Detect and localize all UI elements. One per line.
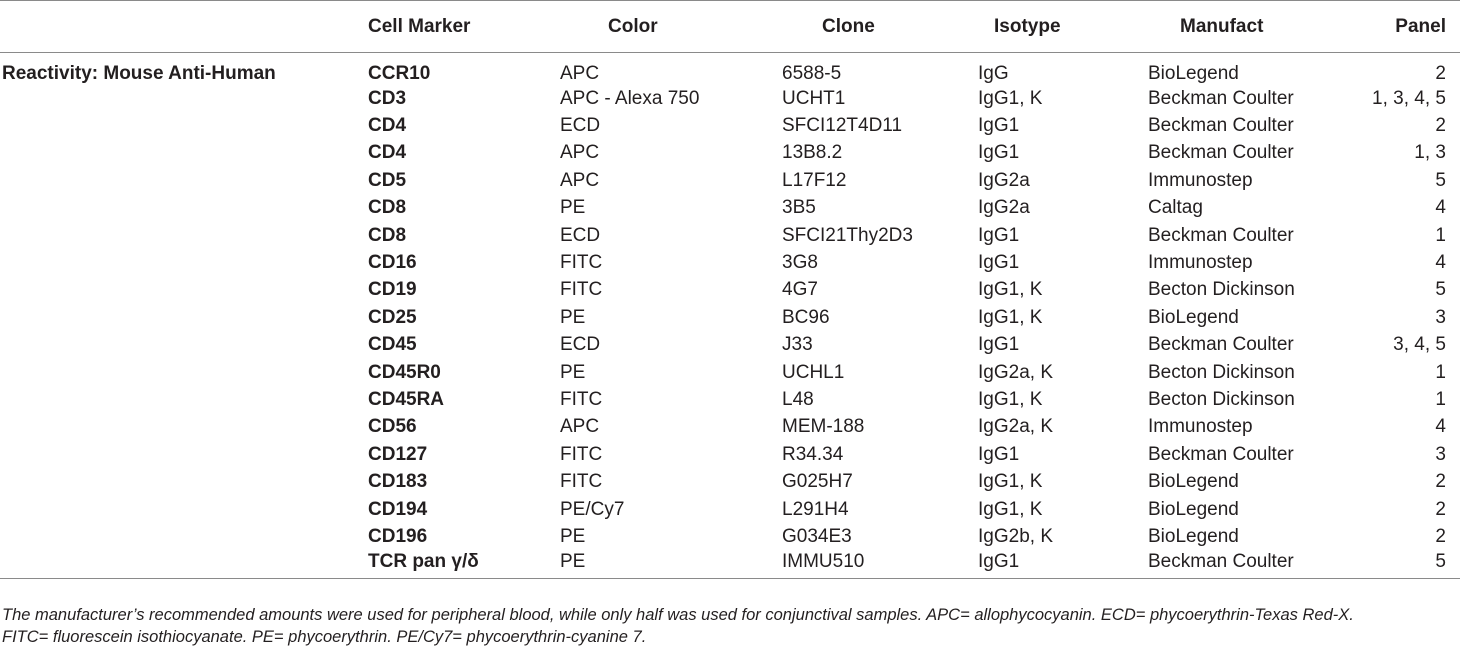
isotype-cell: IgG1 xyxy=(978,252,1020,274)
cell-marker: CD4 xyxy=(368,115,407,137)
panel-cell: 5 xyxy=(1348,551,1460,578)
manufacturer-cell: Immunostep xyxy=(1148,169,1253,191)
table-row xyxy=(0,551,1460,578)
panel-cell: 1 xyxy=(1435,224,1446,246)
isotype-cell: IgG1 xyxy=(978,551,1148,578)
panel-cell: 3 xyxy=(1435,443,1446,465)
isotype-cell: IgG1 xyxy=(978,224,1020,246)
table-row xyxy=(0,441,1460,468)
color-cell: APC - Alexa 750 xyxy=(560,87,700,109)
isotype-cell: IgG1, K xyxy=(978,87,1043,109)
table-row xyxy=(0,249,1460,276)
footnote-line-1: The manufacturer’s recommended amounts were used for peripheral blood, while only half was used for conjunctival samples. APC= allophycocyanin. ECD= phycoerythrin-Texas Red-X. xyxy=(2,606,1354,624)
panel-cell: 1 xyxy=(1435,388,1446,410)
reactivity-empty-cell xyxy=(0,140,368,167)
isotype-cell: IgG1, K xyxy=(978,471,1043,493)
cell-marker: CD45R0 xyxy=(368,361,441,383)
manufacturer-cell: Beckman Coulter xyxy=(1148,115,1294,137)
reactivity-empty-cell xyxy=(0,523,368,550)
isotype-cell: IgG1, K xyxy=(978,306,1043,328)
header-clone: Clone xyxy=(782,1,978,53)
reactivity-empty-cell xyxy=(0,112,368,139)
reactivity-empty-cell xyxy=(0,496,368,523)
table-row xyxy=(0,85,1460,112)
manufacturer-cell: Becton Dickinson xyxy=(1148,361,1295,383)
reactivity-empty-cell xyxy=(0,222,368,249)
manufacturer-cell: Beckman Coulter xyxy=(1148,224,1294,246)
header-isotype: Isotype xyxy=(978,1,1148,53)
manufacturer-cell: Immunostep xyxy=(1148,252,1253,274)
footnote-line-2: FITC= fluorescein isothiocyanate. PE= phycoerythrin. PE/Cy7= phycoerythrin-cyanine 7. xyxy=(2,628,647,646)
panel-cell: 2 xyxy=(1435,63,1446,84)
color-cell: PE xyxy=(560,306,586,328)
header-color: Color xyxy=(560,1,782,53)
reactivity-label: Reactivity: Mouse Anti-Human xyxy=(2,63,276,84)
cell-marker: CCR10 xyxy=(368,63,431,84)
color-cell: FITC xyxy=(560,252,603,274)
manufacturer-cell: Beckman Coulter xyxy=(1148,142,1294,164)
isotype-cell: IgG1, K xyxy=(978,388,1043,410)
clone-cell: 3G8 xyxy=(782,252,818,274)
table-row xyxy=(0,222,1460,249)
cell-marker: CD5 xyxy=(368,169,407,191)
clone-cell: J33 xyxy=(782,334,813,356)
manufacturer-cell: Becton Dickinson xyxy=(1148,279,1295,301)
color-cell: ECD xyxy=(560,224,601,246)
manufacturer-cell: Becton Dickinson xyxy=(1148,388,1295,410)
cell-marker: CD4 xyxy=(368,142,407,164)
cell-marker: CD45RA xyxy=(368,388,445,410)
clone-cell: SFCI21Thy2D3 xyxy=(782,224,913,246)
manufacturer-cell: BioLegend xyxy=(1148,525,1239,547)
reactivity-empty-cell xyxy=(0,85,368,112)
table-row xyxy=(0,332,1460,359)
cell-marker: CD19 xyxy=(368,279,417,301)
reactivity-empty-cell xyxy=(0,167,368,194)
isotype-cell: IgG2a, K xyxy=(978,361,1053,383)
panel-cell: 1, 3 xyxy=(1414,142,1446,164)
clone-cell: 13B8.2 xyxy=(782,142,843,164)
table-row xyxy=(0,277,1460,304)
clone-cell: BC96 xyxy=(782,306,830,328)
manufacturer-cell: BioLegend xyxy=(1148,471,1239,493)
reactivity-empty-cell xyxy=(0,249,368,276)
table-row xyxy=(0,112,1460,139)
clone-cell: 6588-5 xyxy=(782,63,842,84)
table-row xyxy=(0,167,1460,194)
manufacturer-cell: Beckman Coulter xyxy=(1148,551,1348,578)
color-cell: PE xyxy=(560,551,782,578)
table-body xyxy=(0,53,1460,579)
reactivity-empty-cell xyxy=(0,386,368,413)
reactivity-empty-cell xyxy=(0,551,368,578)
panel-cell: 2 xyxy=(1435,498,1446,520)
color-cell: PE xyxy=(560,361,586,383)
isotype-cell: IgG2a xyxy=(978,197,1030,219)
cell-marker: CD196 xyxy=(368,525,428,547)
isotype-cell: IgG1 xyxy=(978,142,1020,164)
color-cell: ECD xyxy=(560,334,601,356)
isotype-cell: IgG1 xyxy=(978,334,1020,356)
color-cell: APC xyxy=(560,63,600,84)
table-row xyxy=(0,140,1460,167)
isotype-cell: IgG2a xyxy=(978,169,1030,191)
table-row xyxy=(0,414,1460,441)
clone-cell: UCHL1 xyxy=(782,361,845,383)
table-header xyxy=(0,1,1460,53)
cell-marker: CD25 xyxy=(368,306,417,328)
clone-cell: R34.34 xyxy=(782,443,844,465)
table-row xyxy=(0,359,1460,386)
panel-cell: 1 xyxy=(1435,361,1446,383)
header-row xyxy=(0,1,1460,53)
isotype-cell: IgG xyxy=(978,63,1009,84)
panel-cell: 4 xyxy=(1435,197,1446,219)
reactivity-empty-cell xyxy=(0,414,368,441)
clone-cell: IMMU510 xyxy=(782,551,978,578)
cell-marker: CD194 xyxy=(368,498,428,520)
table-row xyxy=(0,523,1460,550)
manufacturer-cell: BioLegend xyxy=(1148,63,1239,84)
panel-cell: 2 xyxy=(1435,115,1446,137)
manufacturer-cell: Immunostep xyxy=(1148,416,1253,438)
cell-marker: CD127 xyxy=(368,443,428,465)
clone-cell: MEM-188 xyxy=(782,416,865,438)
table-row xyxy=(0,304,1460,331)
panel-cell: 2 xyxy=(1435,471,1446,493)
color-cell: APC xyxy=(560,416,600,438)
reactivity-empty-cell xyxy=(0,332,368,359)
table-row xyxy=(0,386,1460,413)
color-cell: FITC xyxy=(560,388,603,410)
panel-cell: 5 xyxy=(1435,169,1446,191)
cell-marker: CD16 xyxy=(368,252,417,274)
color-cell: APC xyxy=(560,142,600,164)
manufacturer-cell: Caltag xyxy=(1148,197,1203,219)
cell-marker: CD183 xyxy=(368,471,428,493)
color-cell: ECD xyxy=(560,115,601,137)
clone-cell: 3B5 xyxy=(782,197,816,219)
panel-cell: 1, 3, 4, 5 xyxy=(1372,87,1446,109)
panel-cell: 3 xyxy=(1435,306,1446,328)
table-row xyxy=(0,53,1460,86)
isotype-cell: IgG1 xyxy=(978,115,1020,137)
cell-marker: CD8 xyxy=(368,197,407,219)
cell-marker: TCR pan γ/δ xyxy=(368,551,560,578)
clone-cell: L17F12 xyxy=(782,169,847,191)
panel-cell: 5 xyxy=(1435,279,1446,301)
table-footnote xyxy=(2,604,1458,648)
clone-cell: G034E3 xyxy=(782,525,852,547)
panel-cell: 4 xyxy=(1435,252,1446,274)
reactivity-empty-cell xyxy=(0,359,368,386)
cell-marker: CD8 xyxy=(368,224,407,246)
color-cell: PE/Cy7 xyxy=(560,498,625,520)
isotype-cell: IgG2b, K xyxy=(978,525,1053,547)
reactivity-empty-cell xyxy=(0,441,368,468)
clone-cell: UCHT1 xyxy=(782,87,846,109)
manufacturer-cell: Beckman Coulter xyxy=(1148,334,1294,356)
isotype-cell: IgG1 xyxy=(978,443,1020,465)
color-cell: FITC xyxy=(560,471,603,493)
manufacturer-cell: BioLegend xyxy=(1148,498,1239,520)
clone-cell: 4G7 xyxy=(782,279,818,301)
clone-cell: L291H4 xyxy=(782,498,849,520)
header-cell-marker: Cell Marker xyxy=(368,1,560,53)
color-cell: PE xyxy=(560,197,586,219)
clone-cell: L48 xyxy=(782,388,814,410)
reactivity-empty-cell xyxy=(0,277,368,304)
panel-cell: 2 xyxy=(1435,525,1446,547)
panel-cell: 3, 4, 5 xyxy=(1393,334,1446,356)
reactivity-empty-cell xyxy=(0,304,368,331)
table-row xyxy=(0,496,1460,523)
panel-cell: 4 xyxy=(1435,416,1446,438)
isotype-cell: IgG1, K xyxy=(978,498,1043,520)
cell-marker: CD56 xyxy=(368,416,417,438)
isotype-cell: IgG1, K xyxy=(978,279,1043,301)
color-cell: PE xyxy=(560,525,586,547)
color-cell: FITC xyxy=(560,443,603,465)
header-manufact: Manufact xyxy=(1148,1,1348,53)
header-reactivity xyxy=(0,1,368,53)
color-cell: FITC xyxy=(560,279,603,301)
cell-marker: CD3 xyxy=(368,87,407,109)
manufacturer-cell: Beckman Coulter xyxy=(1148,443,1294,465)
table-row xyxy=(0,195,1460,222)
clone-cell: G025H7 xyxy=(782,471,853,493)
color-cell: APC xyxy=(560,169,600,191)
manufacturer-cell: BioLegend xyxy=(1148,306,1239,328)
header-panel: Panel xyxy=(1348,1,1460,53)
reactivity-empty-cell xyxy=(0,468,368,495)
clone-cell: SFCI12T4D11 xyxy=(782,115,903,137)
manufacturer-cell: Beckman Coulter xyxy=(1148,87,1294,109)
reactivity-empty-cell xyxy=(0,195,368,222)
table-row xyxy=(0,468,1460,495)
isotype-cell: IgG2a, K xyxy=(978,416,1053,438)
cell-marker: CD45 xyxy=(368,334,417,356)
